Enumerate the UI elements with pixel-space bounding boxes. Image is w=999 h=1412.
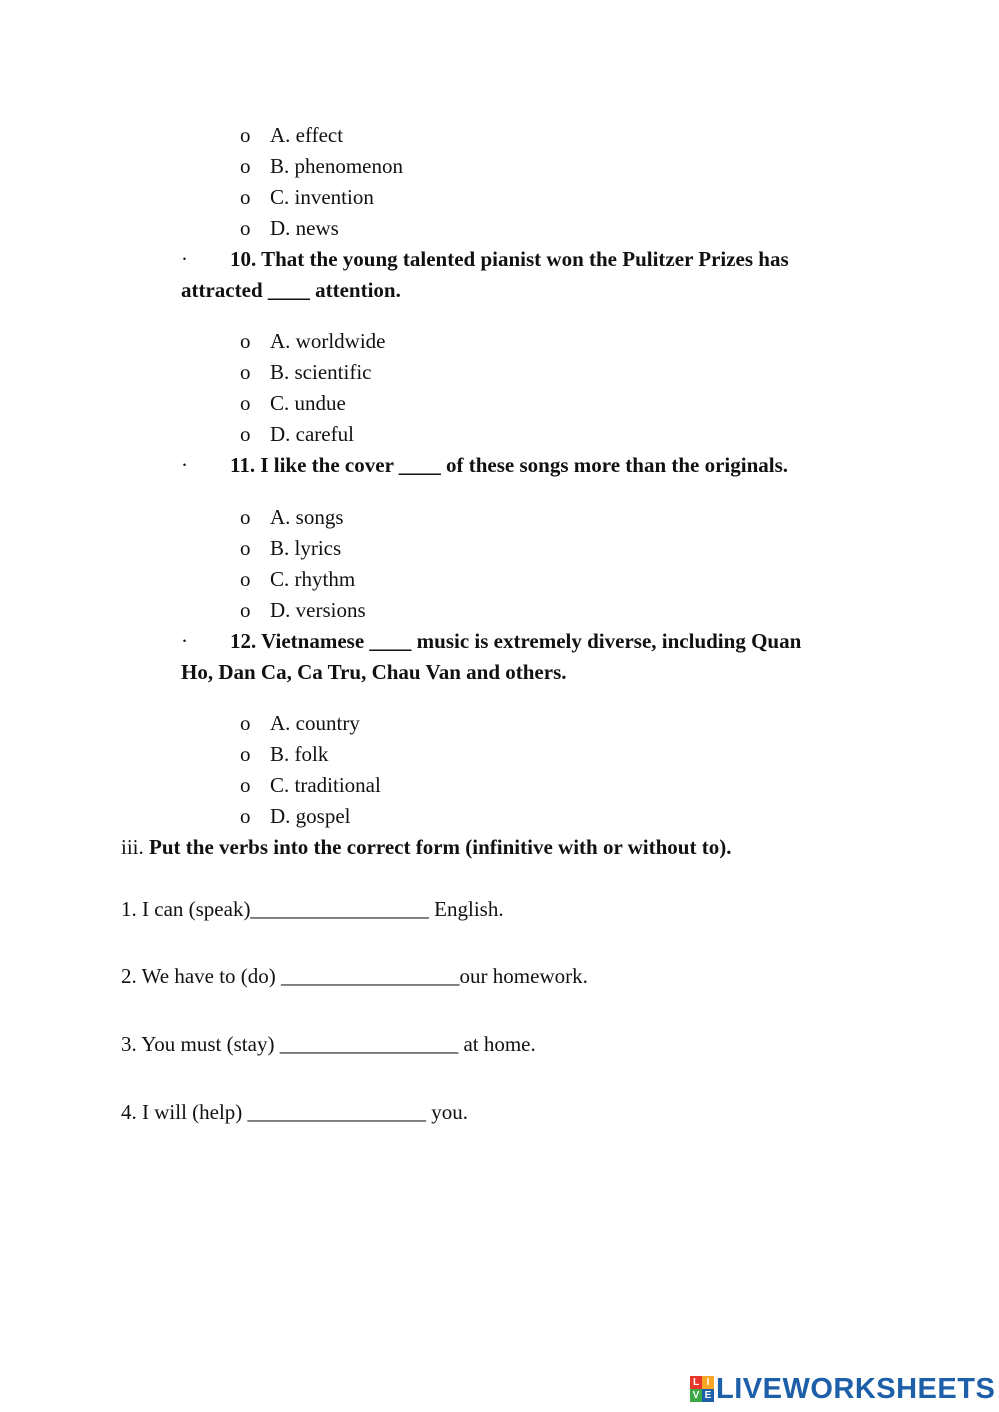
exercise-2[interactable]: 2. We have to (do) _________________our homework.: [121, 964, 588, 988]
exercise-1[interactable]: 1. I can (speak)_________________ English.: [121, 897, 504, 921]
option-text: D. gospel: [270, 804, 351, 828]
q11-option-a[interactable]: [240, 505, 344, 529]
q12-option-a[interactable]: [240, 711, 360, 735]
q12-option-c[interactable]: [240, 773, 381, 797]
q10-option-a[interactable]: [240, 329, 385, 353]
option-bullet: o: [240, 216, 251, 240]
q11-stem-line1: [181, 453, 788, 477]
option-text: A. effect: [270, 123, 344, 147]
option-bullet: o: [240, 329, 251, 353]
logo-mark-letter: E: [702, 1389, 714, 1402]
option-text: B. scientific: [270, 360, 372, 384]
q10-option-b[interactable]: [240, 360, 371, 384]
option-text: C. rhythm: [270, 567, 356, 591]
option-text: D. careful: [270, 422, 354, 446]
q10-text: 10. That the young talented pianist won the Pulitzer Prizes has: [230, 247, 789, 271]
logo-text: LIVEWORKSHEETS: [716, 1372, 996, 1405]
q11-text: 11. I like the cover ____ of these songs more than the originals.: [230, 453, 789, 477]
option-text: A. country: [270, 711, 360, 735]
q9-option-a[interactable]: [240, 123, 343, 147]
option-bullet: o: [240, 505, 251, 529]
q12-stem-line2: Ho, Dan Ca, Ca Tru, Chau Van and others.: [181, 660, 567, 684]
q11-marker: ·: [181, 453, 188, 477]
q11-option-c[interactable]: [240, 567, 355, 591]
exercise-4[interactable]: 4. I will (help) _________________ you.: [121, 1100, 469, 1124]
option-bullet: o: [240, 598, 251, 622]
option-bullet: o: [240, 536, 251, 560]
option-text: B. lyrics: [270, 536, 342, 560]
q10-option-d[interactable]: [240, 422, 354, 446]
option-text: B. phenomenon: [270, 154, 403, 178]
q9-option-c[interactable]: [240, 185, 374, 209]
q12-option-b[interactable]: [240, 742, 328, 766]
option-bullet: o: [240, 711, 251, 735]
q10-option-c[interactable]: [240, 391, 346, 415]
option-bullet: o: [240, 185, 251, 209]
q10-stem-line1: [181, 247, 789, 271]
option-bullet: o: [240, 360, 251, 384]
option-text: A. songs: [270, 505, 344, 529]
section-3-heading: [121, 835, 731, 859]
logo-mark-letter: L: [690, 1376, 702, 1389]
section-3-instruction: Put the verbs into the correct form (infinitive with or without to).: [149, 835, 732, 859]
q10-stem-line2: attracted ____ attention.: [181, 278, 401, 302]
option-bullet: o: [240, 742, 251, 766]
q12-option-d[interactable]: [240, 804, 351, 828]
option-bullet: o: [240, 391, 251, 415]
option-text: D. versions: [270, 598, 366, 622]
option-text: D. news: [270, 216, 339, 240]
logo-mark-letter: I: [702, 1376, 714, 1389]
option-bullet: o: [240, 422, 251, 446]
option-text: C. traditional: [270, 773, 381, 797]
logo-mark-icon: [690, 1376, 714, 1402]
option-bullet: o: [240, 123, 251, 147]
q11-option-d[interactable]: [240, 598, 366, 622]
option-text: A. worldwide: [270, 329, 386, 353]
section-3-number: iii.: [121, 835, 144, 859]
q9-option-b[interactable]: [240, 154, 403, 178]
option-bullet: o: [240, 773, 251, 797]
q11-option-b[interactable]: [240, 536, 341, 560]
option-bullet: o: [240, 567, 251, 591]
option-bullet: o: [240, 154, 251, 178]
q9-option-d[interactable]: [240, 216, 339, 240]
option-text: C. invention: [270, 185, 374, 209]
liveworksheets-logo: [690, 1372, 995, 1406]
logo-mark-letter: V: [690, 1389, 702, 1402]
q10-marker: ·: [181, 247, 188, 271]
option-text: C. undue: [270, 391, 346, 415]
option-bullet: o: [240, 804, 251, 828]
q12-stem-line1: [181, 629, 801, 653]
exercise-3[interactable]: 3. You must (stay) _________________ at home.: [121, 1032, 536, 1056]
option-text: B. folk: [270, 742, 329, 766]
q12-marker: ·: [181, 629, 188, 653]
q12-text: 12. Vietnamese ____ music is extremely diverse, including Quan: [230, 629, 802, 653]
